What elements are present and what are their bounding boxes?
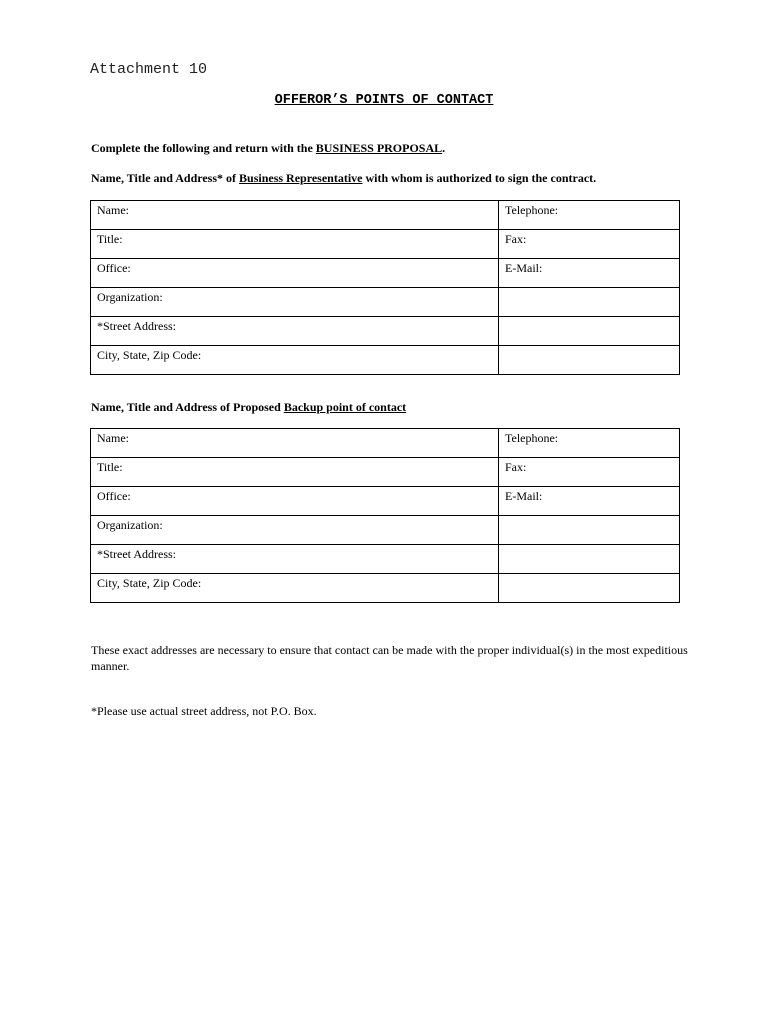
table-row [91, 346, 680, 375]
table-row [91, 230, 680, 259]
title-field[interactable]: Title: [91, 230, 499, 259]
section1-heading [91, 171, 596, 186]
table-row [91, 288, 680, 317]
business-representative-table [90, 200, 680, 375]
email-field[interactable]: E-Mail: [499, 487, 680, 516]
city-state-zip-field[interactable]: City, State, Zip Code: [91, 346, 499, 375]
section2-heading [91, 400, 406, 415]
fax-field[interactable]: Fax: [499, 458, 680, 487]
po-box-note: *Please use actual street address, not P.O. Box. [91, 704, 317, 718]
name-field[interactable]: Name: [91, 201, 499, 230]
section2-underlined: Backup point of contact [283, 400, 407, 414]
table-row [91, 429, 680, 458]
blank-cell[interactable] [499, 288, 680, 317]
blank-cell[interactable] [499, 317, 680, 346]
street-address-field[interactable]: *Street Address: [91, 545, 499, 574]
table-row [91, 545, 680, 574]
section2-text-a: Name, Title and Address of Proposed [91, 400, 284, 414]
table-row [91, 201, 680, 230]
section1-text-a: Name, Title and Address* of [91, 171, 240, 185]
instruction-text: Complete the following and return with the [91, 141, 316, 155]
title-field[interactable]: Title: [91, 458, 499, 487]
backup-contact-table [90, 428, 680, 603]
name-field[interactable]: Name: [91, 429, 499, 458]
street-address-field[interactable]: *Street Address: [91, 317, 499, 346]
table-row [91, 574, 680, 603]
fax-field[interactable]: Fax: [499, 230, 680, 259]
instruction-line [91, 141, 445, 156]
table-row [91, 516, 680, 545]
page-title [0, 93, 770, 108]
blank-cell[interactable] [499, 516, 680, 545]
organization-field[interactable]: Organization: [91, 516, 499, 545]
section1-text-b: with whom is authorized to sign the contract. [362, 171, 597, 185]
table-row [91, 259, 680, 288]
section1-underlined: Business Representative [239, 171, 363, 185]
table-row [91, 458, 680, 487]
office-field[interactable]: Office: [91, 487, 499, 516]
blank-cell[interactable] [499, 346, 680, 375]
email-field[interactable]: E-Mail: [499, 259, 680, 288]
address-note: These exact addresses are necessary to ensure that contact can be made with the proper individual(s) in the most expeditious manner. [91, 643, 688, 673]
city-state-zip-field[interactable]: City, State, Zip Code: [91, 574, 499, 603]
blank-cell[interactable] [499, 545, 680, 574]
instruction-end: . [442, 141, 446, 155]
telephone-field[interactable]: Telephone: [499, 429, 680, 458]
organization-field[interactable]: Organization: [91, 288, 499, 317]
telephone-field[interactable]: Telephone: [499, 201, 680, 230]
office-field[interactable]: Office: [91, 259, 499, 288]
page-title-text: OFFEROR’S POINTS OF CONTACT [274, 93, 494, 108]
blank-cell[interactable] [499, 574, 680, 603]
business-proposal-text: BUSINESS PROPOSAL [315, 141, 443, 155]
table-row [91, 317, 680, 346]
table-row [91, 487, 680, 516]
attachment-label: Attachment 10 [90, 61, 208, 78]
